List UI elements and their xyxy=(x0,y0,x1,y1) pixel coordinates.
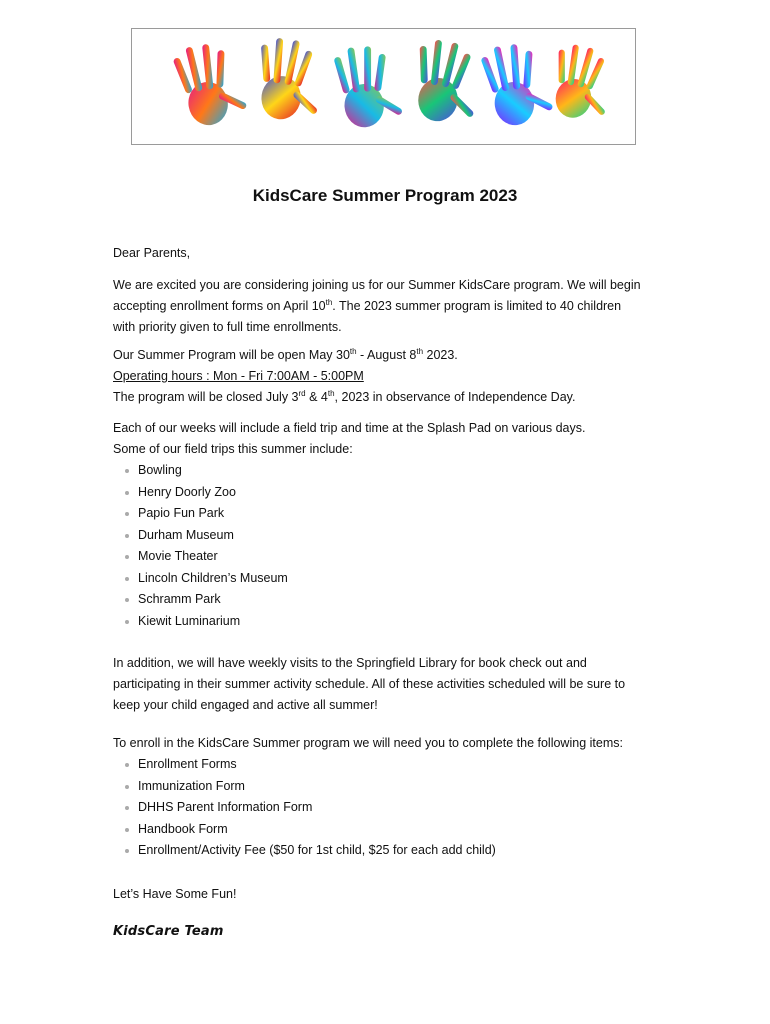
handprints-banner xyxy=(131,28,636,145)
operating-hours: Operating hours : Mon - Fri 7:00AM - 5:00PM xyxy=(113,369,364,383)
field-trips-list xyxy=(113,460,288,632)
library-paragraph xyxy=(113,653,653,716)
list-item: Movie Theater xyxy=(113,546,288,568)
page-title: KidsCare Summer Program 2023 xyxy=(252,186,518,205)
field-trips-paragraph xyxy=(113,418,653,460)
list-item: Papio Fun Park xyxy=(113,503,288,525)
field-trips-line-1: Each of our weeks will include a field trip and time at the Splash Pad on various days. xyxy=(113,421,586,435)
intro-line-3: with priority given to full time enrollments. xyxy=(113,320,342,334)
list-item: Kiewit Luminarium xyxy=(113,611,288,633)
list-item: Enrollment Forms xyxy=(113,754,496,776)
library-line-2: participating in their summer activity schedule. All of these activities scheduled will be sure to xyxy=(113,677,626,691)
intro-line-2: accepting enrollment forms on April 10th. The 2023 summer program is limited to 40 children xyxy=(113,297,622,313)
closed-dates: The program will be closed July 3rd & 4th, 2023 in observance of Independence Day. xyxy=(113,388,576,404)
library-line-1: In addition, we will have weekly visits to the Springfield Library for book check out and xyxy=(113,656,587,670)
list-item: DHHS Parent Information Form xyxy=(113,797,496,819)
closing-line: Let’s Have Some Fun! xyxy=(113,887,237,901)
handprints-image xyxy=(132,29,635,144)
open-dates: Our Summer Program will be open May 30th - August 8th 2023. xyxy=(113,346,458,362)
schedule-paragraph xyxy=(113,345,653,408)
field-trips-line-2: Some of our field trips this summer include: xyxy=(113,442,353,456)
list-item: Henry Doorly Zoo xyxy=(113,482,288,504)
signature: KidsCare Team xyxy=(113,924,224,939)
list-item: Schramm Park xyxy=(113,589,288,611)
list-item: Durham Museum xyxy=(113,525,288,547)
intro-line-1: We are excited you are considering joining us for our Summer KidsCare program. We will begin xyxy=(113,278,641,292)
intro-paragraph xyxy=(113,275,653,338)
list-item: Lincoln Children’s Museum xyxy=(113,568,288,590)
list-item: Handbook Form xyxy=(113,819,496,841)
library-line-3: keep your child engaged and active all summer! xyxy=(113,698,378,712)
list-item: Bowling xyxy=(113,460,288,482)
greeting: Dear Parents, xyxy=(113,246,191,260)
enroll-items-list xyxy=(113,754,496,862)
list-item: Enrollment/Activity Fee ($50 for 1st child, $25 for each add child) xyxy=(113,840,496,862)
enroll-intro: To enroll in the KidsCare Summer program we will need you to complete the following items: xyxy=(113,736,623,750)
list-item: Immunization Form xyxy=(113,776,496,798)
